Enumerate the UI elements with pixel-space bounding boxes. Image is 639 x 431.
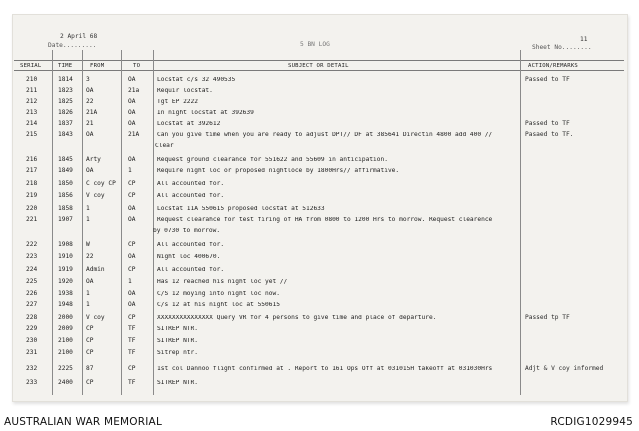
col-divider-serial [52, 50, 53, 395]
cell-time: 1910 [58, 253, 73, 260]
cell-detail: 1st col Dannoo flight confirmed at . Report to 161 Ops Off at 031015H takeoff at 031030Hrs [157, 366, 493, 372]
cell-time: 2009 [58, 325, 73, 332]
col-head-action: ACTION/REMARKS [528, 63, 578, 69]
cell-serial: 229 [26, 325, 38, 332]
cell-serial: 221 [26, 216, 38, 223]
cell-detail: Request ground clearance for 551622 and 55609 in anticipation. [157, 157, 388, 163]
cell-serial: 224 [26, 266, 38, 273]
cell-from: 1 [86, 290, 90, 297]
cell-serial: 226 [26, 290, 38, 297]
cell-to: 21A [128, 131, 140, 138]
sheet-label: Sheet No........ [532, 44, 592, 51]
cell-to: OA [128, 76, 136, 83]
cell-time: 1826 [58, 109, 73, 116]
cell-detail-continued: by 0730 to morrow. [153, 228, 221, 234]
cell-serial: 230 [26, 337, 38, 344]
cell-time: 1948 [58, 301, 73, 308]
cell-time: 1938 [58, 290, 73, 297]
cell-from: 1 [86, 205, 90, 212]
cell-to: CP [128, 241, 136, 248]
cell-from: CP [86, 349, 94, 356]
cell-serial: 213 [26, 109, 38, 116]
cell-from: 3 [86, 76, 90, 83]
cell-time: 1856 [58, 192, 73, 199]
col-head-subject: SUBJECT OR DETAIL [288, 63, 349, 69]
cell-serial: 210 [26, 76, 38, 83]
cell-time: 1814 [58, 76, 73, 83]
cell-to: TF [128, 325, 136, 332]
cell-detail: All accounted for. [157, 267, 225, 273]
cell-to: TF [128, 379, 136, 386]
cell-detail: C/s 12 at his night loc at 550615 [157, 302, 280, 308]
cell-from: V coy [86, 192, 105, 199]
header-bottom-rule [14, 70, 624, 71]
cell-detail: Locstat 11A 550615 proposed locstat at 512633 [157, 206, 325, 212]
cell-to: OA [128, 205, 136, 212]
cell-time: 1849 [58, 167, 73, 174]
cell-serial: 211 [26, 87, 38, 94]
cell-serial: 218 [26, 180, 38, 187]
cell-to: 21a [128, 87, 140, 94]
footer-left: AUSTRALIAN WAR MEMORIAL [4, 416, 162, 428]
cell-detail: SITREP NTR. [157, 326, 198, 332]
cell-from: 22 [86, 98, 94, 105]
cell-to: OA [128, 290, 136, 297]
cell-from: 87 [86, 365, 94, 372]
cell-time: 1837 [58, 120, 73, 127]
cell-detail: Night loc 400670. [157, 254, 221, 260]
cell-detail: Require night loc or proposed nightloce by 1800Hrs// affirmative. [157, 168, 400, 174]
cell-to: CP [128, 314, 136, 321]
cell-serial: 232 [26, 365, 38, 372]
cell-time: 1843 [58, 131, 73, 138]
cell-serial: 225 [26, 278, 38, 285]
cell-time: 2100 [58, 337, 73, 344]
header-top-rule [14, 60, 624, 61]
cell-serial: 227 [26, 301, 38, 308]
center-heading: 5 BN LOG [300, 41, 330, 48]
cell-to: CP [128, 266, 136, 273]
col-divider-time [82, 50, 83, 395]
cell-from: 1 [86, 301, 90, 308]
cell-time: 1920 [58, 278, 73, 285]
cell-from: 1 [86, 216, 90, 223]
cell-to: TF [128, 349, 136, 356]
cell-time: 2100 [58, 349, 73, 356]
cell-serial: 219 [26, 192, 38, 199]
date-label: Date......... [48, 42, 97, 49]
cell-serial: 222 [26, 241, 38, 248]
cell-action: Passed to TF [525, 76, 570, 83]
cell-from: C coy CP [86, 180, 116, 187]
cell-time: 1858 [58, 205, 73, 212]
cell-detail: Locstat at 392612 [157, 121, 221, 127]
cell-time: 1850 [58, 180, 73, 187]
cell-from: 21A [86, 109, 98, 116]
col-divider-from [121, 50, 122, 395]
cell-time: 2225 [58, 365, 73, 372]
cell-to: OA [128, 98, 136, 105]
cell-to: CP [128, 365, 136, 372]
cell-to: OA [128, 156, 136, 163]
cell-from: Arty [86, 156, 101, 163]
footer-right: RCDIG1029945 [550, 416, 633, 428]
cell-serial: 212 [26, 98, 38, 105]
cell-serial: 217 [26, 167, 38, 174]
cell-time: 1908 [58, 241, 73, 248]
cell-from: CP [86, 325, 94, 332]
cell-from: OA [86, 131, 94, 138]
cell-to: OA [128, 120, 136, 127]
cell-action: Passed to TF [525, 120, 570, 127]
cell-serial: 233 [26, 379, 38, 386]
cell-serial: 223 [26, 253, 38, 260]
col-divider-to [153, 50, 154, 395]
cell-detail: Requir locstat. [157, 88, 213, 94]
cell-time: 2400 [58, 379, 73, 386]
cell-from: Admin [86, 266, 105, 273]
cell-action: Adjt & V coy informed [525, 365, 604, 372]
cell-detail: XXXXXXXXXXXXXXX Query VR for 4 persons to give time and place of departure. [157, 315, 437, 321]
cell-time: 1907 [58, 216, 73, 223]
col-head-time: TIME [58, 63, 73, 69]
cell-to: OA [128, 109, 136, 116]
cell-time: 2000 [58, 314, 73, 321]
cell-from: OA [86, 167, 94, 174]
cell-from: 21 [86, 120, 94, 127]
cell-to: OA [128, 301, 136, 308]
cell-detail: All accounted for. [157, 181, 225, 187]
cell-serial: 231 [26, 349, 38, 356]
cell-detail-continued: Clear [155, 143, 174, 149]
cell-detail: In night locstat at 392639 [157, 110, 254, 116]
cell-from: OA [86, 278, 94, 285]
cell-detail: Request clearahce for test firing of HA from 0800 to 1200 Hrs to morrow. Request clearence [157, 217, 493, 223]
cell-serial: 228 [26, 314, 38, 321]
cell-detail: SITREP NTR. [157, 338, 198, 344]
cell-time: 1825 [58, 98, 73, 105]
cell-serial: 216 [26, 156, 38, 163]
cell-from: V coy [86, 314, 105, 321]
cell-action: Passed tp TF [525, 314, 570, 321]
cell-detail: Can you give time when you are ready to adjust DPT// DF at 385641 Directin 4800 add 400 // [157, 132, 493, 138]
cell-to: CP [128, 180, 136, 187]
sheet-number: 11 [580, 36, 588, 43]
cell-from: OA [86, 87, 94, 94]
cell-detail: All accounted for. [157, 193, 225, 199]
cell-to: 1 [128, 167, 132, 174]
cell-serial: 220 [26, 205, 38, 212]
cell-time: 1823 [58, 87, 73, 94]
col-head-serial: SERIAL [20, 63, 42, 69]
cell-detail: Has 12 reached his night loc yet // [157, 279, 288, 285]
cell-to: OA [128, 253, 136, 260]
cell-from: W [86, 241, 90, 248]
cell-to: TF [128, 337, 136, 344]
cell-to: 1 [128, 278, 132, 285]
cell-serial: 215 [26, 131, 38, 138]
cell-from: CP [86, 379, 94, 386]
cell-from: 22 [86, 253, 94, 260]
cell-from: CP [86, 337, 94, 344]
cell-time: 1845 [58, 156, 73, 163]
cell-detail: Locstat c/s 32 490535 [157, 77, 236, 83]
cell-action: Pasaed to TF. [525, 131, 574, 138]
cell-detail: Tgt EP 2222 [157, 99, 198, 105]
cell-detail: All accounted for. [157, 242, 225, 248]
cell-detail: C/S 12 moying into night loc now. [157, 291, 280, 297]
cell-to: OA [128, 216, 136, 223]
cell-serial: 214 [26, 120, 38, 127]
date-value: 2 April 68 [60, 33, 98, 40]
col-divider-subject [520, 50, 521, 395]
cell-detail: Sitrep ntr. [157, 350, 198, 356]
col-head-from: FROM [90, 63, 105, 69]
cell-detail: SITREP NTR. [157, 380, 198, 386]
cell-to: CP [128, 192, 136, 199]
col-head-to: TO [133, 63, 141, 69]
cell-time: 1919 [58, 266, 73, 273]
